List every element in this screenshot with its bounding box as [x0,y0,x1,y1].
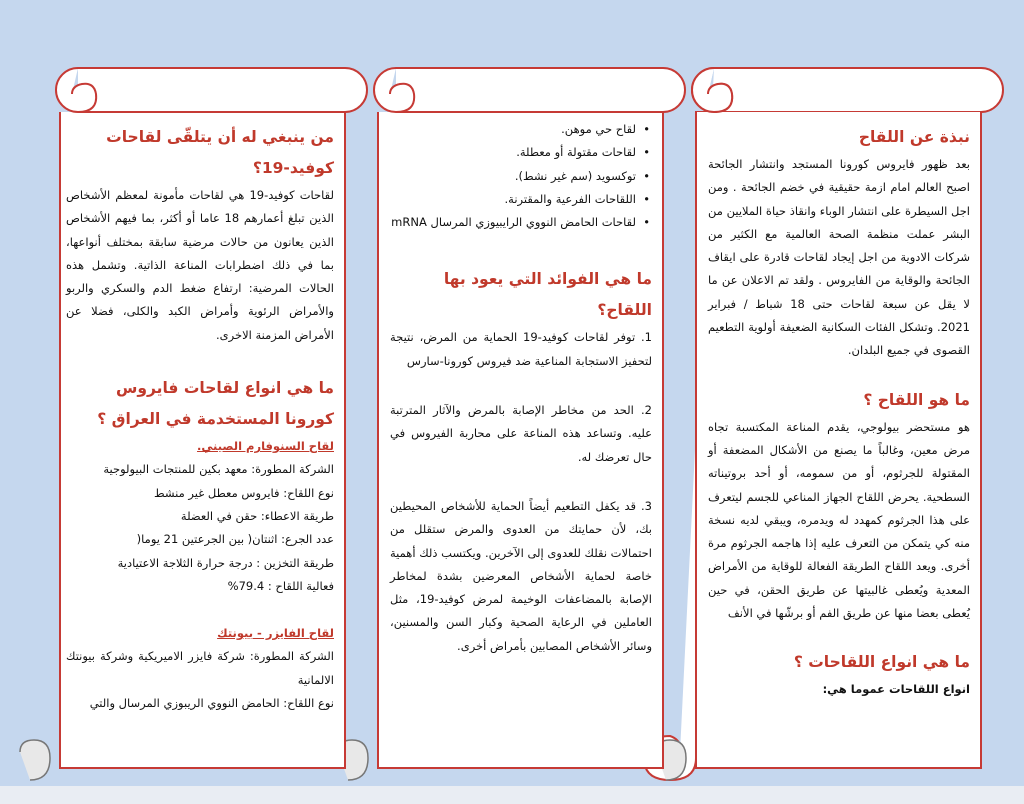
pfizer-detail: نوع اللقاح: الحامض النووي الريبوزي المرسال والتي [89,696,334,711]
vaccine-types-heading: ما هي انواع اللقاحات ؟ [793,653,970,672]
sinopharm-subheading: لقاح السنوفارم الصيني. [197,439,334,454]
pfizer-subheading: لقاح الفايزر - بيونتك [217,626,334,641]
eligibility-content [66,122,334,715]
vaccine-types-intro: انواع اللقاحات عموما هي: [822,682,970,697]
bottom-strip [0,786,1024,804]
vaccine-types-list [390,118,652,234]
about-vaccine-text: بعد ظهور فايروس كورونا المستجد وانتشار الجائحة اصبح العالم امام ازمة حقيقية في خضم الجائحة . ومن اجل السيطرة على انتشار الوباء وانقاذ حياة الملايين من البشر عملت منظمة الصحة العالمية مع الكثير من شركات الادوية من اجل إيجاد لقاحات قادرة على ايقاف الجائحة والوقاية من الفايروس . ولقد تم الاعلان عن ما لا يقل عن سبعة لقاحات حتى 18 شباط / فبراير 2021. وتشكل الفئات السكانية الضعيفة أولوية التطعيم القصوى في جميع البلدان. [708,157,970,358]
scroll-panel-benefits [368,68,683,780]
list-item: • لقاحات مقتولة أو معطلة. [390,141,636,164]
sinopharm-detail: عدد الجرع: اثنتان( بين الجرعتين 21 يوما( [136,532,334,547]
eligibility-heading: من ينبغي له أن يتلقّى لقاحات كوفيد-19؟ [106,128,334,177]
about-content [708,122,970,702]
benefit-1: 1. توفر لقاحات كوفيد-19 الحماية من المرض، نتيجة لتحفيز الاستجابة المناعية ضد فيروس كورونا-سارس [390,330,652,368]
sinopharm-detail: نوع اللقاح: فايروس معطل غير منشط [153,485,334,500]
benefits-content [390,118,652,658]
benefit-3: 3. قد يكفل التطعيم أيضاً الحماية للأشخاص المحيطين بك، لأن حمايتك من العدوى والمرض ستقلل من احتمالات نقلك للعدوى إلى الآخرين. ويكتسب ذلك أهمية خاصة لحماية الأشخاص المعرضين بشدة لمخاطر الإصابة بالمضاعفات الوخيمة لمرض كوفيد-19، مثل العاملين في الرعاية الصحية وكبار السن والمسنين، وسائر الأشخاص المصابين بأمراض أخرى. [390,498,652,653]
list-item: • لقاح حي موهن. [390,118,636,141]
pfizer-detail: الشركة المطورة: شركة فايزر الاميريكية وشركة بيونتك الالمانية [66,649,334,687]
list-item: • لقاحات الحامض النووي الرايبيوزي المرسال mRNA [390,211,636,234]
scroll-panel-eligibility [50,68,365,780]
benefit-2: 2. الحد من مخاطر الإصابة بالمرض والآثار المترتبة عليه. وتساعد هذه المناعة على محاربة الفيروس في حال تعرضك له. [390,403,652,464]
what-is-vaccine-heading: ما هو اللقاح ؟ [863,390,970,409]
sinopharm-detail: الشركة المطورة: معهد بكين للمنتجات البيولوجية [103,462,334,477]
sinopharm-detail: فعالية اللقاح : 79.4% [227,578,334,593]
scroll-panel-about [686,68,1001,780]
what-is-vaccine-text: هو مستحضر بيولوجي، يقدم المناعة المكتسبة تجاه مرض معين، وغالباً ما يصنع من الأشكال المضعفة أو المقتولة للجرثوم، أو من سمومه، أو أحد بروتيناته السطحية. يحرض اللقاح الجهاز المناعي للجسم ليتعرف على هذا الجرثوم كمهدد له ويدمره، ويبقي لديه نسخة منه كي يتمكن من التعرف عليه إذا هاجمه الجرثوم مرة أخرى. ويعد اللقاح الطريقة الفعالة للوقاية من الأمراض المعدية ويُعطى غالبيتها عن طريق الحقن، في حين يُعطى بعضا منها عن طريق الفم أو برشّها في الأنف [708,419,970,621]
sinopharm-detail: طريقة الاعطاء: حقن في العضلة [180,508,334,523]
eligibility-text: لقاحات كوفيد-19 هي لقاحات مأمونة لمعظم الأشخاص الذين تبلغ أعمارهم 18 عاما أو أكثر، بما فيهم الأشخاص الذين يعانون من حالات مرضية سابقة بمختلف أنواعها، بما في ذلك اضطرابات المناعة الذاتية. وتشمل هذه الحالات المرضية: ارتفاع ضغط الدم والسكري والربو والأمراض الرئوية وأمراض الكبد والكلى، فضلا عن الأمراض المزمنة الاخرى. [66,188,334,342]
list-item: • توكسويد (سم غير نشط). [390,165,636,188]
about-vaccine-heading: نبذة عن اللقاح [858,128,970,146]
benefits-heading: ما هي الفوائد التي يعود بها اللقاح؟ [443,270,652,320]
sinopharm-detail: طريقة التخزين : درجة حرارة الثلاجة الاعتيادية [117,555,334,570]
iraq-vaccines-heading: ما هي انواع لقاحات فايروس كورونا المستخدمة في العراق ؟ [97,379,334,429]
list-item: • اللقاحات الفرعية والمقترنة. [390,188,636,211]
